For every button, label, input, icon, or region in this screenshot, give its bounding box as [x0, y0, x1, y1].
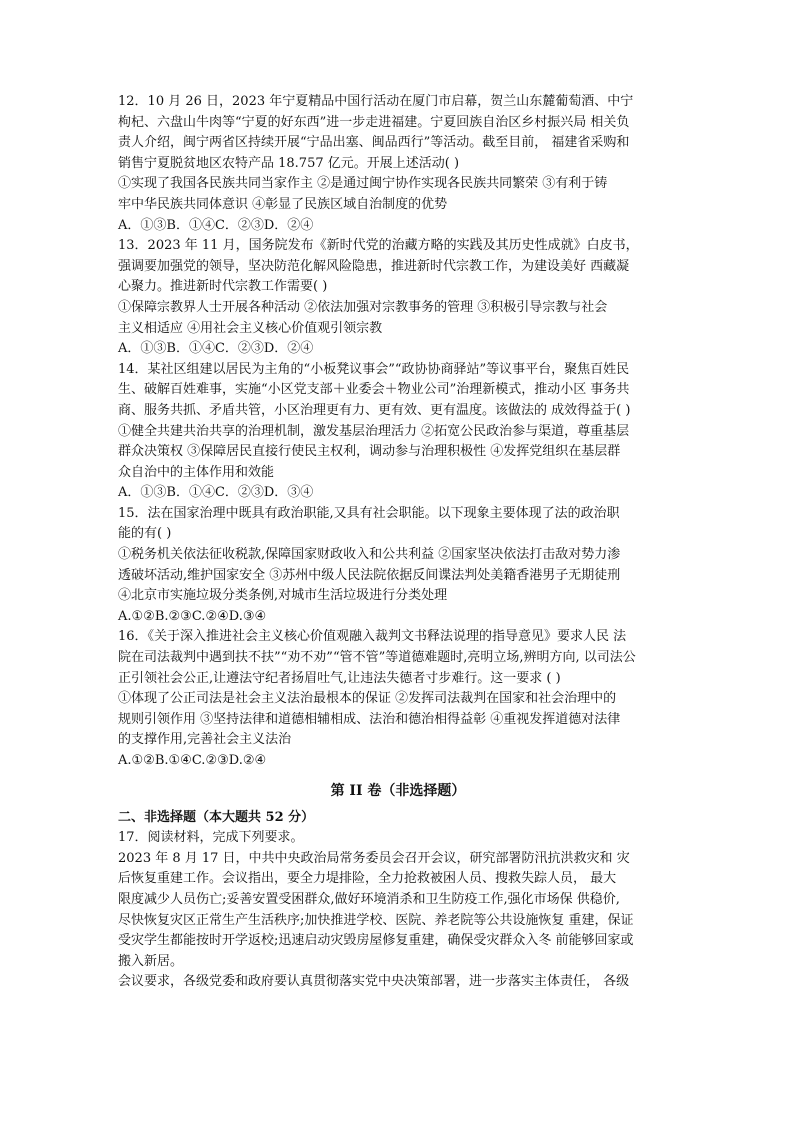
q16-line-3: 正引领社会公正,让遵法守纪者扬眉吐气,让违法失德者寸步难行。这一要求 ( )	[118, 670, 561, 686]
q15-line-3: ①税务机关依法征收税款,保障国家财政收入和公共利益 ②国家坚决依法打击敌对势力渗	[118, 547, 621, 563]
q15-line-5: ④北京市实施垃圾分类条例,对城市生活垃圾进行分类处理	[118, 588, 448, 604]
q17-line-7: 搬入新居。	[118, 953, 184, 969]
q15-line-2: 能的有( )	[118, 526, 172, 542]
q14-options: A．①③B．①④C．②③D．③④	[118, 485, 314, 501]
q17-line-3: 后恢复重建工作。会议指出，要全力堤排险，全力抢救被困人员、搜救失踪人员， 最大	[118, 871, 617, 887]
q16-line-6: 的支撑作用,完善社会主义法治	[118, 732, 292, 748]
q16-options: A.①②B.①④C.②③D.②④	[118, 753, 267, 768]
q12-line-2: 枸杞、六盘山牛肉等“宁夏的好东西”进一步走进福建。宁夏回族自治区乡村振兴局 相关负	[118, 114, 630, 130]
q14-line-3: 商、服务共抓、矛盾共管，小区治理更有力、更有效、更有温度。该做法的 成效得益于( )	[118, 402, 631, 418]
q16-line-5: 规则引领作用 ③坚持法律和道德相辅相成、法治和德治相得益彰 ④重视发挥道德对法律	[118, 711, 621, 727]
q16-line-2: 院在司法裁判中遇到扶不扶”“劝不劝”“管不管”等道德难题时,亮明立场,辨明方向, 以司法公	[118, 650, 636, 666]
q17-line-8: 会议要求，各级党委和政府要认真贯彻落实党中央决策部署，进一步落实主体责任， 各级	[118, 974, 630, 990]
q12-line-6: 牢中华民族共同体意识 ④彰显了民族区域自治制度的优势	[118, 196, 448, 212]
q15-line-4: 透破坏活动,维护国家安全 ③苏州中级人民法院依据反间谍法判处美籍香港男子无期徒刑	[118, 567, 621, 583]
q17-line-4: 限度减少人员伤亡;妥善安置受困群众,做好环境消杀和卫生防疫工作,强化市场保 供稳价,	[118, 891, 620, 907]
q13-line-3: 心聚力。推进新时代宗教工作需要( )	[118, 279, 328, 295]
q13-line-5: 主义相适应 ④用社会主义核心价值观引领宗教	[118, 320, 383, 336]
question-12	[118, 92, 678, 236]
q17-line-6: 受灾学生都能按时开学返校;迅速启动灾毁房屋修复重建，确保受灾群众入冬 前能够回家或	[118, 933, 634, 949]
q12-line-4: 销售宁夏脱贫地区农特产品 18.757 亿元。开展上述活动( )	[118, 155, 460, 171]
q17-line-2: 2023 年 8 月 17 日，中共中央政治局常务委员会召开会议，研究部署防汛抗洪救灾和 灾	[118, 850, 630, 866]
question-13	[118, 236, 678, 360]
section-subtitle: 二、非选择题（本大题共 52 分）	[118, 809, 315, 825]
q14-line-1: 14．某社区组建以居民为主角的“小板凳议事会”“政协协商驿站”等议事平台，聚焦百姓民	[118, 361, 630, 377]
q13-line-1: 13．2023 年 11 月，国务院发布《新时代党的治藏方略的实践及其历史性成就》白皮书，	[118, 238, 639, 254]
q16-line-4: ①体现了公正司法是社会主义法治最根本的保证 ②发挥司法裁判在国家和社会治理中的	[118, 691, 617, 707]
exam-content	[118, 92, 678, 993]
q12-line-3: 责人介绍，闽宁两省区持续开展“宁品出塞、闽品西行”等活动。截至目前， 福建省采购和	[118, 135, 630, 151]
q12-line-5: ①实现了我国各民族共同当家作主 ②是通过闽宁协作实现各民族共同繁荣 ③有利于铸	[118, 176, 608, 192]
q14-line-2: 生、破解百姓难事，实施“小区党支部＋业委会＋物业公司”治理新模式，推动小区 事务共	[118, 382, 630, 398]
q15-line-1: 15．法在国家治理中既具有政治职能,又具有社会职能。以下现象主要体现了法的政治职	[118, 505, 620, 521]
q13-line-2: 强调要加强党的领导，坚决防范化解风险隐患，推进新时代宗教工作，为建设美好 西藏凝	[118, 258, 630, 274]
q12-line-1: 12．10 月 26 日，2023 年宁夏精品中国行活动在厦门市启幕，贺兰山东麓葡萄酒、中宁	[118, 94, 634, 109]
question-16	[118, 627, 678, 771]
q15-options: A.①②B.②③C.②④D.③④	[118, 608, 267, 624]
q14-line-4: ①健全共建共治共享的治理机制，激发基层治理活力 ②拓宽公民政治参与渠道，尊重基层	[118, 423, 630, 439]
question-14	[118, 360, 678, 504]
q17-line-5: 尽快恢复灾区正常生产生活秩序;加快推进学校、医院、养老院等公共设施恢复 重建，保证	[118, 912, 634, 928]
question-15	[118, 504, 678, 628]
q14-line-6: 众自治中的主体作用和效能	[118, 464, 275, 480]
question-17	[118, 828, 678, 993]
q17-line-1: 17．阅读材料，完成下列要求。	[118, 830, 304, 846]
q16-line-1: 16．《关于深入推进社会主义核心价值观融入裁判文书释法说理的指导意见》要求人民 法	[118, 629, 627, 645]
q13-line-4: ①保障宗教界人士开展各种活动 ②依法加强对宗教事务的管理 ③积极引导宗教与社会	[118, 299, 608, 315]
q13-options: A．①③B．①④C．②③D．②④	[118, 341, 314, 357]
section-title: 第 II 卷（非选择题）	[330, 782, 466, 799]
q12-options: A．①③B．①④C．②③D．②④	[118, 217, 314, 233]
q14-line-5: 群众决策权 ③保障居民直接行使民主权利，调动参与治理积极性 ④发挥党组织在基层群	[118, 444, 621, 460]
